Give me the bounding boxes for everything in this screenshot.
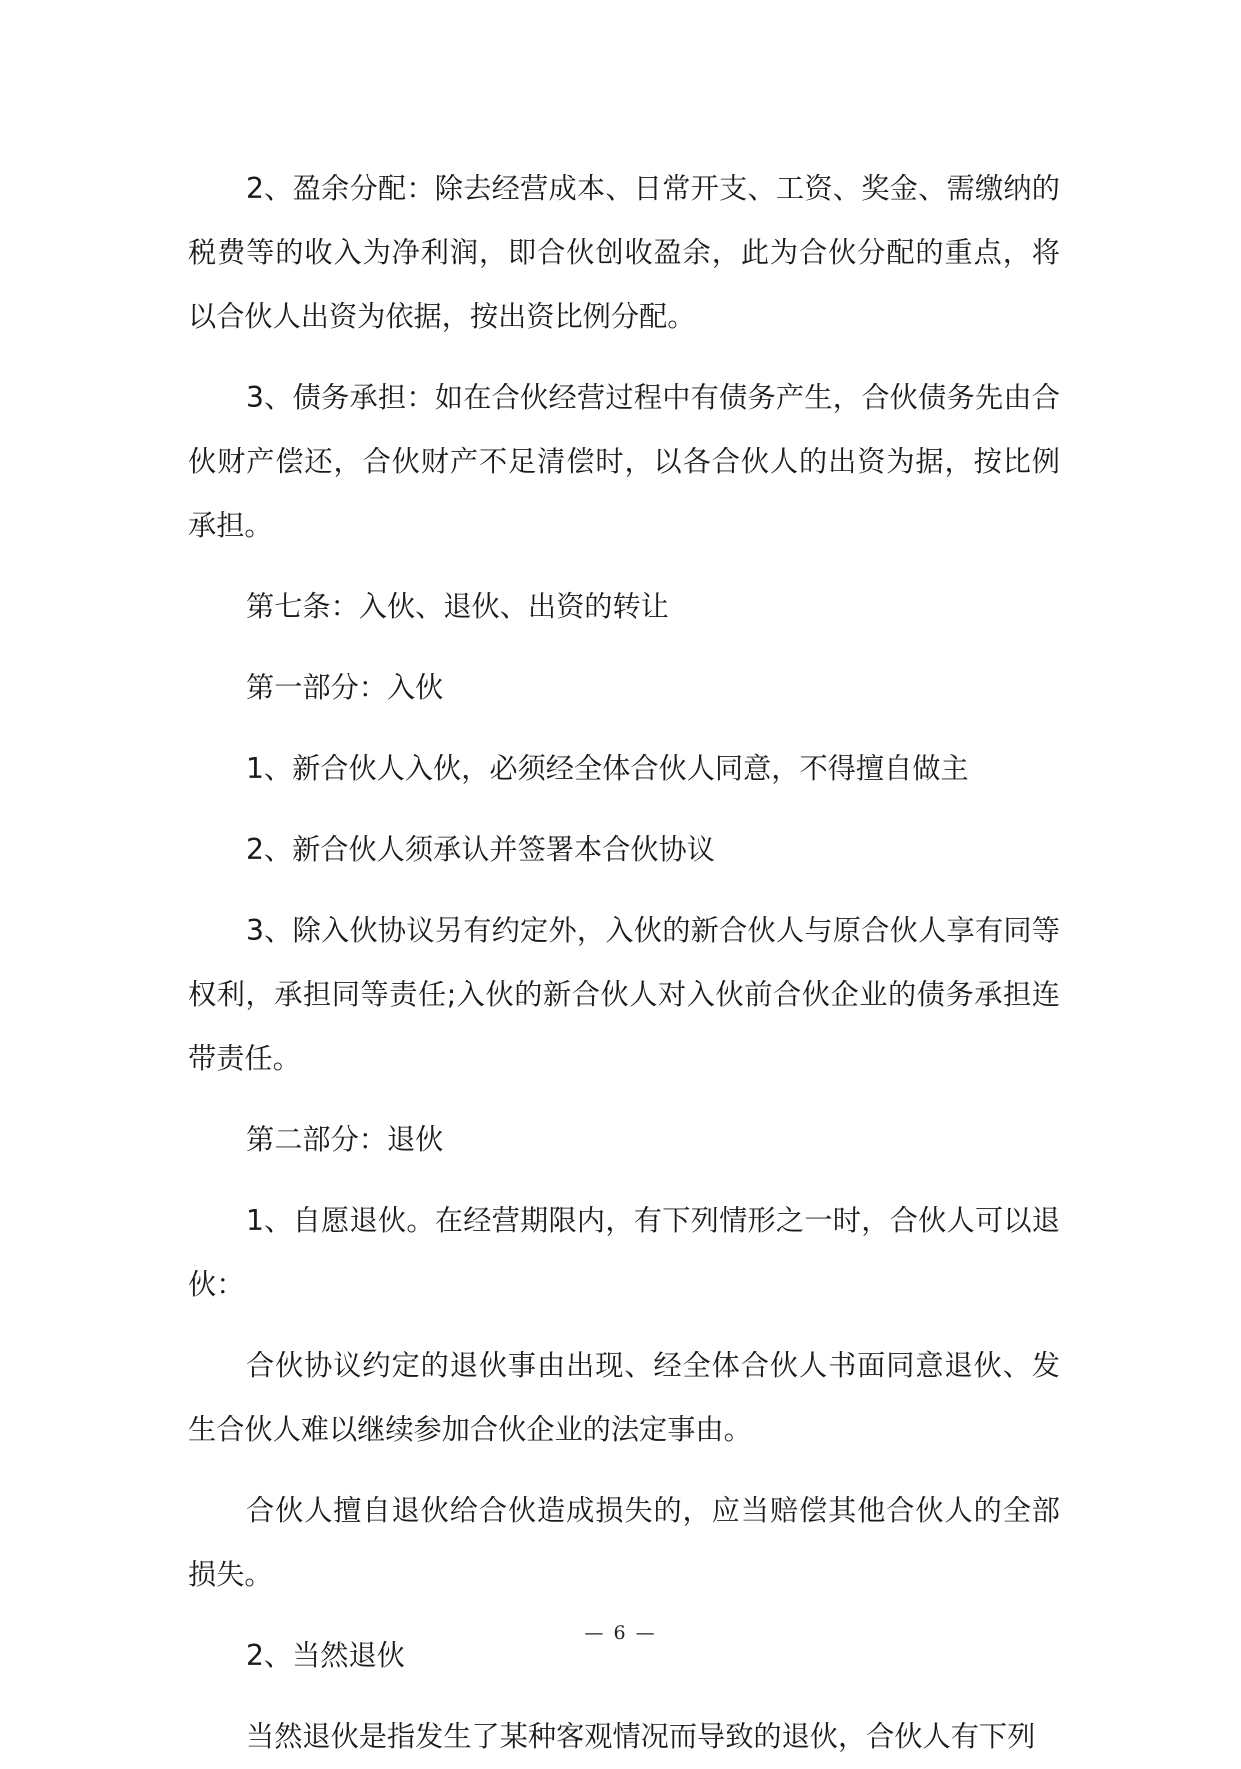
document-body (188, 157, 1060, 1769)
heading-article-seven: 第七条：入伙、退伙、出资的转让 (246, 590, 669, 623)
paragraph-admission-item-2: 2、新合伙人须承认并签署本合伙协议 (246, 833, 715, 866)
paragraph-withdrawal-causes: 合伙协议约定的退伙事由出现、经全体合伙人书面同意退伙、发生合伙人难以继续参加合伙企业的法定事由。 (188, 1349, 1060, 1446)
paragraph-unauthorized-withdrawal: 合伙人擅自退伙给合伙造成损失的，应当赔偿其他合伙人的全部损失。 (188, 1494, 1060, 1591)
paragraph-debt-bearing: 3、债务承担：如在合伙经营过程中有债务产生，合伙债务先由合伙财产偿还，合伙财产不足清偿时，以各合伙人的出资为据，按比例承担。 (188, 381, 1060, 542)
paragraph-voluntary-withdrawal: 1、自愿退伙。在经营期限内，有下列情形之一时，合伙人可以退伙： (188, 1204, 1060, 1301)
heading-part-one-admission: 第一部分：入伙 (246, 671, 444, 704)
paragraph-admission-item-3: 3、除入伙协议另有约定外，入伙的新合伙人与原合伙人享有同等权利，承担同等责任;入伙的新合伙人对入伙前合伙企业的债务承担连带责任。 (188, 914, 1060, 1075)
heading-part-two-withdrawal: 第二部分：退伙 (246, 1123, 444, 1156)
paragraph-admission-item-1: 1、新合伙人入伙，必须经全体合伙人同意，不得擅自做主 (246, 752, 969, 785)
paragraph-profit-distribution: 2、盈余分配：除去经营成本、日常开支、工资、奖金、需缴纳的税费等的收入为净利润，即合伙创收盈余，此为合伙分配的重点，将以合伙人出资为依据，按出资比例分配。 (188, 172, 1060, 333)
paragraph-automatic-withdrawal: 2、当然退伙 (246, 1639, 405, 1672)
page-number: — 6 — (584, 1622, 657, 1644)
paragraph-automatic-withdrawal-definition: 当然退伙是指发生了某种客观情况而导致的退伙，合伙人有下列 (246, 1720, 1036, 1753)
